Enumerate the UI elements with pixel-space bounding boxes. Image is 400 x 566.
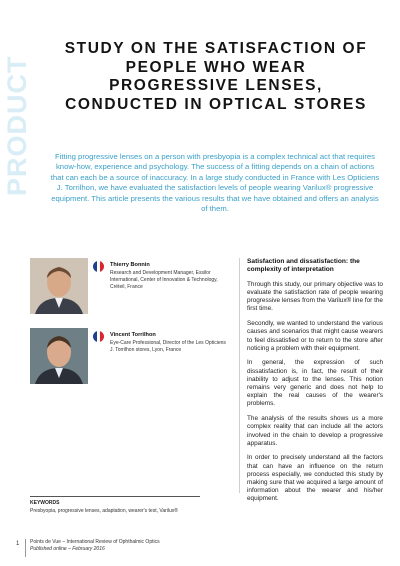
body-paragraph: Through this study, our primary objective was to evaluate the satisfaction rate of people wearing progressive lenses from the Varilux® line for the first time. (247, 280, 383, 313)
title-line: STUDY ON THE SATISFACTION OF (64, 40, 368, 57)
body-column (247, 258, 383, 510)
author-role: Research and Development Manager, Essilor International, Center of Innovation & Technology, Créteil, France (110, 270, 218, 290)
intro-paragraph: Fitting progressive lenses on a person with presbyopia is a complex technical act that requires know-how, experience and psychology. The success of a fitting depends on a chain of actions that can each be a source of inaccuracy. In a large study conducted in France with Les Opticiens J. Torrilhon, we have evaluated the satisfaction levels of people wearing Varilux® progressive equipment. This article presents the various results that we have obtained and offers an analysis of them. (50, 152, 380, 214)
author-card (30, 328, 230, 388)
body-paragraph: In order to precisely understand all the factors that can have an influence on the return process especially, we conducted this study by making sure that we acquired a large amount of information about the wearer and his/her equipment. (247, 454, 383, 503)
body-paragraph: In general, the expression of such dissatisfaction is, in fact, the result of their inability to adjust to the lenses. This notion remains very generic and does not help to explain the real causes of the wearer's problems. (247, 359, 383, 408)
keywords-rule (30, 496, 200, 497)
section-label (4, 28, 32, 198)
title-line: CONDUCTED IN OPTICAL STORES (65, 95, 367, 113)
keywords-text: Presbyopia, progressive lenses, adaptation, wearer's test, Varilux® (30, 508, 178, 514)
footer-journal: Points de Vue – International Review of Ophthalmic Optics (30, 539, 160, 545)
article-title (44, 40, 388, 114)
france-flag-icon (93, 331, 104, 342)
author-card (30, 258, 230, 318)
column-divider (239, 258, 240, 493)
footer-divider (25, 539, 26, 557)
author-photo (30, 258, 88, 314)
flag-stripe (100, 261, 104, 272)
section-heading: Satisfaction and dissatisfaction: the complexity of interpretation (247, 258, 360, 274)
section-label-text: PRODUCT (4, 55, 32, 196)
title-line: PEOPLE WHO WEAR (125, 58, 307, 76)
page-number: 1 (16, 541, 20, 547)
keywords-block (30, 496, 230, 514)
footer-published: Published online – February 2016 (30, 546, 105, 552)
title-line: PROGRESSIVE LENSES, (109, 77, 323, 94)
body-paragraph: Secondly, we wanted to understand the various causes and scenarios that might cause wearers to feel dissatisfied or to return to the store after noticing a problem with their equipment. (247, 320, 383, 352)
author-photo (30, 328, 88, 384)
keywords-title: KEYWORDS (30, 500, 60, 506)
body-paragraph: The analysis of the results shows us a more complex reality that can include all the actors involved in the chain to develop a progressive apparatus. (247, 415, 383, 447)
author-role: Eye-Care Professional, Director of the Les Opticiens J. Torrilhon stores, Lyon, France (110, 340, 226, 353)
author-name: Thierry Bonnin (110, 262, 150, 268)
author-name: Vincent Torrilhon (110, 332, 156, 338)
flag-stripe (100, 331, 104, 342)
france-flag-icon (93, 261, 104, 272)
